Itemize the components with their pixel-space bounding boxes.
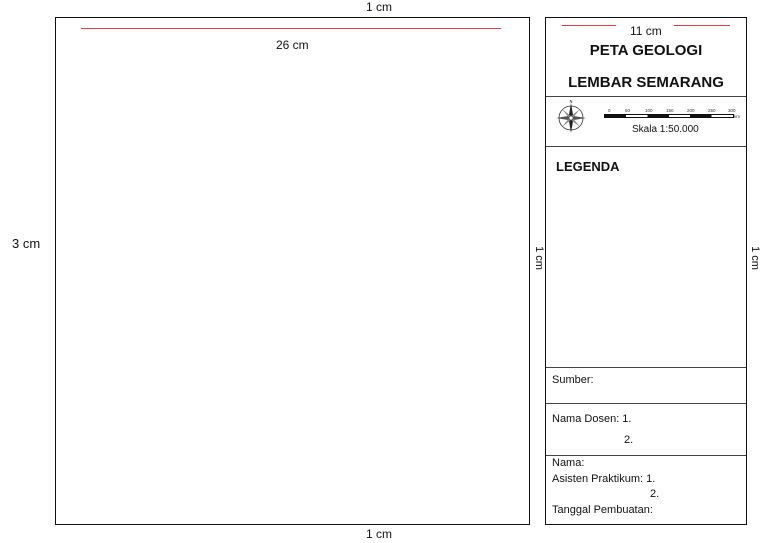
date-label: Tanggal Pembuatan:	[552, 504, 653, 516]
panel-width-label: 11 cm	[630, 24, 662, 38]
panel-width-guide-left	[562, 25, 616, 26]
panel-width-guide-right	[674, 25, 730, 26]
divider-lecturer	[546, 455, 746, 456]
lecturer-2: 2.	[624, 434, 634, 446]
divider-scale	[546, 146, 746, 147]
dim-middle-label: 1 cm	[532, 246, 545, 270]
assistant-label: Asisten Praktikum: 1.	[552, 473, 656, 485]
map-width-label: 26 cm	[276, 38, 309, 52]
scale-tick-50: 50	[625, 108, 631, 113]
map-title-line1: PETA GEOLOGI	[589, 42, 703, 59]
svg-text:N: N	[569, 100, 573, 104]
scale-tick-100: 100	[645, 108, 653, 113]
compass-rose-icon	[553, 100, 589, 136]
scale-bar	[604, 114, 734, 118]
scale-tick-200: 200	[687, 108, 695, 113]
dim-top-label: 1 cm	[366, 0, 393, 14]
scale-tick-300: 300	[728, 108, 736, 113]
dim-left-label: 3 cm	[12, 236, 41, 251]
student-name-label: Nama:	[552, 457, 585, 469]
lecturer-label: Nama Dosen: 1.	[552, 413, 632, 425]
divider-legend	[546, 367, 746, 368]
scale-unit: km	[734, 114, 740, 119]
legend-panel	[545, 17, 747, 525]
map-frame	[55, 17, 530, 525]
scale-tick-150: 150	[666, 108, 674, 113]
source-label: Sumber:	[552, 374, 594, 386]
dim-bottom-label: 1 cm	[366, 527, 393, 541]
divider-title	[546, 96, 746, 97]
assistant-2: 2.	[650, 488, 660, 500]
map-width-guide	[81, 28, 501, 29]
map-title-line2: LEMBAR SEMARANG	[568, 74, 724, 91]
scale-tick-0: 0	[608, 108, 611, 113]
legend-heading: LEGENDA	[556, 159, 620, 174]
scale-tick-250: 250	[708, 108, 716, 113]
dim-right-label: 1 cm	[748, 246, 761, 270]
scale-text: Skala 1:50.000	[632, 124, 699, 135]
divider-source	[546, 403, 746, 404]
